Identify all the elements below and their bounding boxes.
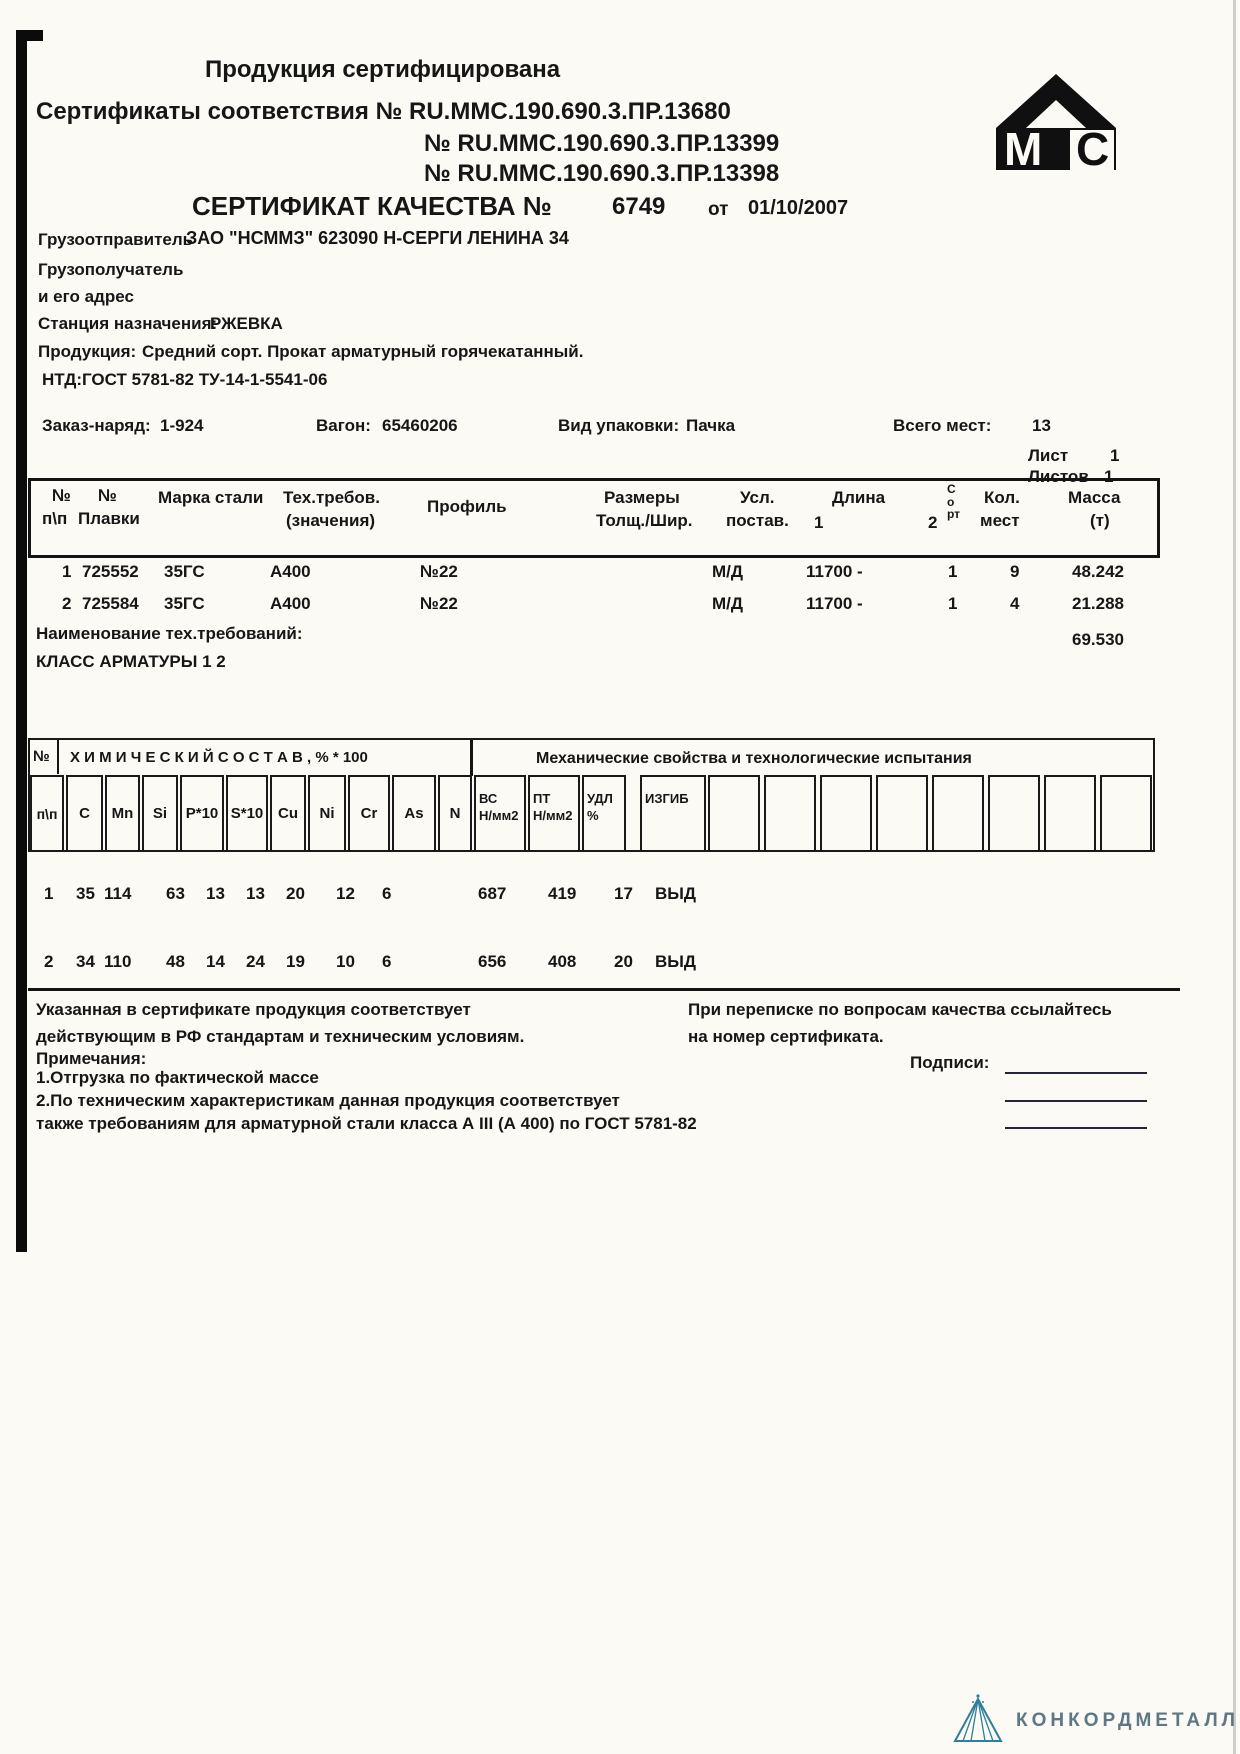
sheet-label: Лист	[1028, 446, 1069, 465]
t1-r2-melt: 725584	[82, 594, 139, 613]
station-value: РЖЕВКА	[210, 314, 283, 333]
t2-r2-ni: 10	[336, 952, 355, 971]
t2-r2-udl: 20	[614, 952, 633, 971]
col-size-label-2: Толщ./Шир.	[596, 511, 693, 530]
t2-r2-vs: 656	[478, 952, 507, 971]
sheet-value: 1	[1110, 446, 1120, 465]
footer-right-line2: на номер сертификата.	[688, 1027, 884, 1046]
signature-line-3	[1005, 1127, 1147, 1129]
t1-r1-num: 1	[62, 562, 72, 581]
t2-r1-pt: 419	[548, 884, 577, 903]
consignor-value: ЗАО "НСММЗ" 623090 Н-СЕРГИ ЛЕНИНА 34	[186, 228, 569, 248]
t1-r1-sort: 1	[948, 562, 958, 581]
svg-text:М: М	[1004, 123, 1043, 172]
conformity-line-3: № RU.MMC.190.690.3.ПР.13398	[424, 160, 780, 187]
chem-col-c: C	[66, 775, 103, 852]
t2-r1-si: 63	[166, 884, 185, 903]
mech-col-pt	[528, 775, 580, 852]
mech-col-empty-1	[708, 775, 760, 852]
station-label: Станция назначения:	[38, 314, 218, 333]
t1-r1-steel: 35ГС	[164, 562, 205, 581]
t2-r1-n: 1	[44, 884, 54, 903]
t2-r1-s10: 13	[246, 884, 265, 903]
footer-left-line2: действующим в РФ стандартам и техническим условиям.	[36, 1027, 525, 1046]
t2-r2-bend: ВЫД	[655, 952, 697, 971]
tech-req-value: КЛАСС АРМАТУРЫ 1 2	[36, 652, 226, 671]
t2-r2-si: 48	[166, 952, 185, 971]
konkordmetall-logo-graphic	[950, 1692, 1006, 1748]
chem-mech-divider	[470, 740, 473, 776]
t2-r2-cu: 19	[286, 952, 305, 971]
t1-r2-steel: 35ГС	[164, 594, 205, 613]
chem-col-si: Si	[142, 775, 178, 852]
footer-right-line1: При переписке по вопросам качества ссылайтесь	[688, 1000, 1112, 1019]
mech-col-empty-4	[876, 775, 928, 852]
col-length-label: Длина	[832, 488, 886, 507]
mech-col-udl	[582, 775, 626, 852]
t1-r2-profile: №22	[420, 594, 458, 613]
t2-r2-p10: 14	[206, 952, 225, 971]
footer-divider	[28, 988, 1180, 991]
chem-col-n: N	[438, 775, 472, 852]
chem-col-ni: Ni	[308, 775, 346, 852]
note-1: 1.Отгрузка по фактической массе	[36, 1068, 319, 1087]
t1-total-mass: 69.530	[1072, 630, 1124, 649]
col-cond-label-2: постав.	[726, 511, 789, 530]
t1-r2-mass: 21.288	[1072, 594, 1124, 613]
sheets-label: Листов	[1028, 467, 1089, 486]
t2-r1-cu: 20	[286, 884, 305, 903]
t1-r1-mass: 48.242	[1072, 562, 1124, 581]
col-melt-label-2: Плавки	[78, 509, 140, 528]
t1-r2-num: 2	[62, 594, 72, 613]
mech-col-vs	[474, 775, 526, 852]
chem-col-as: As	[392, 775, 436, 852]
order-label: Заказ-наряд:	[42, 416, 151, 435]
places-value: 13	[1032, 416, 1051, 435]
svg-text:С: С	[1076, 123, 1110, 172]
scan-edge-left-bar	[16, 30, 27, 1252]
t1-r2-length: 11700 -	[806, 594, 863, 613]
note-3: также требованиям для арматурной стали класса А III (А 400) по ГОСТ 5781-82	[36, 1114, 697, 1133]
wagon-label: Вагон:	[316, 416, 371, 435]
chem-section-title: Х И М И Ч Е С К И Й С О С Т А В , % * 100	[70, 749, 368, 766]
certificate-title: СЕРТИФИКАТ КАЧЕСТВА №	[192, 191, 552, 221]
notes-title: Примечания:	[36, 1049, 147, 1068]
col-melt-label-1: №	[98, 486, 117, 505]
col-num-label-2: п\п	[42, 509, 68, 528]
mech-col-empty-5	[932, 775, 984, 852]
places-label: Всего мест:	[893, 416, 992, 435]
order-value: 1-924	[160, 416, 204, 435]
t2-r2-c: 34	[76, 952, 95, 971]
col-sort-label: Сорт	[947, 482, 961, 522]
certificate-date-label: от	[708, 199, 729, 220]
t2-r1-ni: 12	[336, 884, 355, 903]
t2-r1-p10: 13	[206, 884, 225, 903]
t1-r1-melt: 725552	[82, 562, 139, 581]
t1-r1-length: 11700 -	[806, 562, 863, 581]
consignee-address-label: и его адрес	[38, 287, 134, 306]
mech-col-bend	[640, 775, 706, 852]
mech-col-vs-line1: ВС	[479, 791, 498, 806]
conformity-line-2: № RU.MMC.190.690.3.ПР.13399	[424, 130, 780, 157]
t1-r2-sort: 1	[948, 594, 958, 613]
t2-r1-cr: 6	[382, 884, 392, 903]
mc-logo	[990, 72, 1125, 172]
t2-r2-pt: 408	[548, 952, 577, 971]
mech-col-pt-line2: Н/мм2	[533, 807, 573, 823]
t2-r1-bend: ВЫД	[655, 884, 697, 903]
sheets-value: 1	[1104, 467, 1114, 486]
mc-logo-graphic	[990, 72, 1125, 172]
chem-corner-label: №	[33, 748, 50, 765]
t2-r1-mn: 114	[104, 884, 132, 903]
mech-col-empty-7	[1044, 775, 1096, 852]
signatures-label: Подписи:	[910, 1053, 990, 1072]
col-req-label-1: Тех.требов.	[283, 488, 380, 507]
product-value: Средний сорт. Прокат арматурный горячекатанный.	[142, 342, 584, 361]
col-mass-label-2: (т)	[1090, 511, 1110, 530]
mech-col-empty-6	[988, 775, 1040, 852]
t2-r2-n: 2	[44, 952, 54, 971]
t1-r1-req: А400	[270, 562, 311, 581]
t1-r1-profile: №22	[420, 562, 458, 581]
certified-line: Продукция сертифицирована	[205, 56, 561, 83]
t2-r2-s10: 24	[246, 952, 265, 971]
packing-value: Пачка	[686, 416, 736, 435]
mech-col-vs-line2: Н/мм2	[479, 807, 519, 823]
chem-corner-divider	[57, 740, 59, 774]
col-qty-label-1: Кол.	[984, 488, 1020, 507]
signature-line-1	[1005, 1072, 1147, 1074]
col-qty-label-2: мест	[980, 511, 1020, 530]
packing-label: Вид упаковки:	[558, 416, 680, 435]
mech-col-bend-line1: ИЗГИБ	[645, 791, 689, 806]
t2-r2-cr: 6	[382, 952, 392, 971]
col-steel-label: Марка стали	[158, 488, 264, 507]
t1-r1-qty: 9	[1010, 562, 1020, 581]
scan-edge-right	[1233, 0, 1236, 1754]
certificate-date: 01/10/2007	[748, 197, 849, 219]
chem-col-p10: P*10	[180, 775, 224, 852]
col-profile-label: Профиль	[427, 497, 507, 516]
mech-col-pt-line1: ПТ	[533, 791, 551, 806]
product-label: Продукция:	[38, 342, 137, 361]
mech-col-udl-line2: %	[587, 807, 599, 823]
note-2: 2.По техническим характеристикам данная продукция соответствует	[36, 1091, 620, 1110]
mech-section-title: Механические свойства и технологические испытания	[536, 750, 972, 767]
col-length-2-label: 2	[928, 513, 938, 532]
conformity-line-1: Сертификаты соответствия № RU.MMC.190.690.3.ПР.13680	[36, 98, 731, 125]
t1-r1-cond: М/Д	[712, 562, 743, 581]
col-mass-label-1: Масса	[1068, 488, 1121, 507]
mech-col-empty-8	[1100, 775, 1152, 852]
chem-col-cu: Cu	[270, 775, 306, 852]
chem-col-pp: п\п	[30, 775, 64, 852]
mech-col-empty-2	[764, 775, 816, 852]
consignor-label: Грузоотправитель	[38, 230, 194, 249]
t2-r2-mn: 110	[104, 952, 132, 971]
konkordmetall-logo	[950, 1692, 1006, 1748]
mech-col-udl-line1: УДЛ	[587, 791, 613, 806]
konkordmetall-name: КОНКОРДМЕТАЛЛ	[1016, 1710, 1240, 1731]
t2-r1-vs: 687	[478, 884, 507, 903]
ntd-line: НТД:ГОСТ 5781-82 ТУ-14-1-5541-06	[42, 370, 328, 389]
certificate-number: 6749	[612, 193, 666, 220]
chem-col-mn: Mn	[105, 775, 140, 852]
col-cond-label-1: Усл.	[740, 488, 775, 507]
scan-edge-notch	[16, 30, 43, 41]
col-length-1-label: 1	[814, 513, 824, 532]
t1-r2-qty: 4	[1010, 594, 1020, 613]
tech-req-title: Наименование тех.требований:	[36, 624, 303, 643]
col-size-label-1: Размеры	[604, 488, 680, 507]
col-req-label-2: (значения)	[286, 511, 376, 530]
t1-r2-req: А400	[270, 594, 311, 613]
footer-left-line1: Указанная в сертификате продукция соответствует	[36, 1000, 471, 1019]
col-num-label-1: №	[52, 486, 71, 505]
mech-col-empty-3	[820, 775, 872, 852]
chem-col-cr: Cr	[348, 775, 390, 852]
signature-line-2	[1005, 1100, 1147, 1102]
consignee-label: Грузополучатель	[38, 260, 184, 279]
wagon-value: 65460206	[382, 416, 458, 435]
chem-col-s10: S*10	[226, 775, 268, 852]
t1-r2-cond: М/Д	[712, 594, 743, 613]
t2-r1-udl: 17	[614, 884, 633, 903]
t2-r1-c: 35	[76, 884, 95, 903]
